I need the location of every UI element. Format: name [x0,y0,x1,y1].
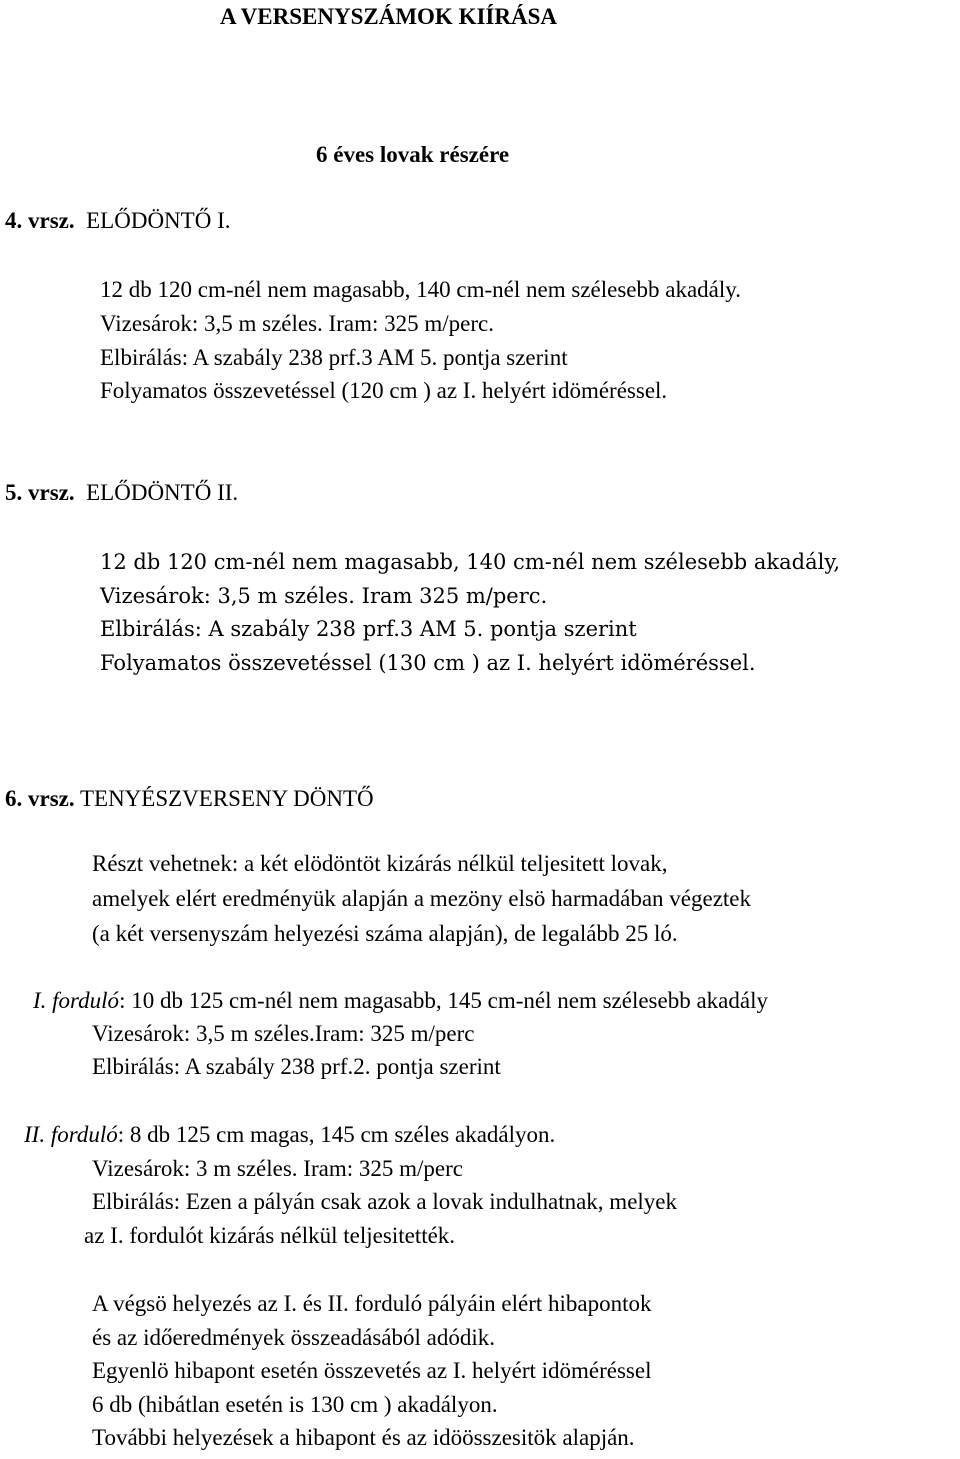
round-2-text: : 8 db 125 cm magas, 145 cm széles akadályon. [117,1122,556,1147]
round-1-line: Vizesárok: 3,5 m széles.Iram: 325 m/perc [92,1021,475,1046]
race-4-line: Elbirálás: A szabály 238 prf.3 AM 5. pontja szerint [100,345,568,370]
round-1-line: Elbirálás: A szabály 238 prf.2. pontja szerint [92,1054,501,1079]
race-5-line: Elbirálás: A szabály 238 prf.3 AM 5. pontja szerint [100,617,637,641]
race-4-line: Vizesárok: 3,5 m széles. Iram: 325 m/perc. [100,311,494,336]
final-line: További helyezések a hibapont és az idöösszesitök alapján. [92,1425,635,1450]
final-line: és az időeredmények összeadásából adódik. [92,1325,495,1350]
race-6-intro-line: Részt vehetnek: a két elödöntöt kizárás nélkül teljesitett lovak, [92,851,668,876]
race-5-line: 12 db 120 cm-nél nem magasabb, 140 cm-nél nem szélesebb akadály, [100,550,841,574]
race-5-number: 5. vrsz. [5,480,75,505]
race-4-line: Folyamatos összevetéssel (120 cm ) az I. helyért idöméréssel. [100,378,668,403]
race-6-intro-line: (a két versenyszám helyezési száma alapján), de legalább 25 ló. [92,921,678,946]
round-2-line: Elbirálás: Ezen a pályán csak azok a lovak indulhatnak, melyek [92,1189,677,1214]
race-6-heading [5,786,374,812]
round-1-label: forduló [52,988,120,1013]
page-subtitle: 6 éves lovak részére [316,142,510,167]
page-title: A VERSENYSZÁMOK KIÍRÁSA [220,4,557,29]
round-1-text: : 10 db 125 cm-nél nem magasabb, 145 cm-nél nem szélesebb akadály [119,988,768,1013]
round-2-heading [24,1122,555,1148]
race-6-name: TENYÉSZVERSENY DÖNTŐ [79,786,374,811]
race-5-name: ELŐDÖNTŐ II. [86,480,239,505]
race-6-intro-line: amelyek elért eredményük alapján a mezöny elsö harmadában végeztek [92,886,752,911]
round-2-line: Vizesárok: 3 m széles. Iram: 325 m/perc [92,1156,463,1181]
race-6-number: 6. vrsz. [5,786,75,811]
race-5-line: Vizesárok: 3,5 m széles. Iram 325 m/perc. [100,584,548,608]
round-1-numeral: I. [33,988,47,1013]
final-line: Egyenlö hibapont esetén összevetés az I. helyért idöméréssel [92,1358,652,1383]
round-2-numeral: II. [24,1122,46,1147]
race-5-line: Folyamatos összevetéssel (130 cm ) az I. helyért idöméréssel. [100,651,756,675]
round-2-line: az I. fordulót kizárás nélkül teljesitették. [84,1223,456,1248]
round-1-heading [33,988,768,1014]
race-4-number: 4. vrsz. [5,208,75,233]
race-5-heading [5,480,238,506]
round-2-label: forduló [50,1122,118,1147]
race-4-line: 12 db 120 cm-nél nem magasabb, 140 cm-nél nem szélesebb akadály. [100,277,742,302]
race-4-name: ELŐDÖNTŐ I. [86,208,231,233]
final-line: 6 db (hibátlan esetén is 130 cm ) akadályon. [92,1392,498,1417]
final-line: A végsö helyezés az I. és II. forduló pályáin elért hibapontok [92,1291,652,1316]
race-4-heading [5,208,230,234]
